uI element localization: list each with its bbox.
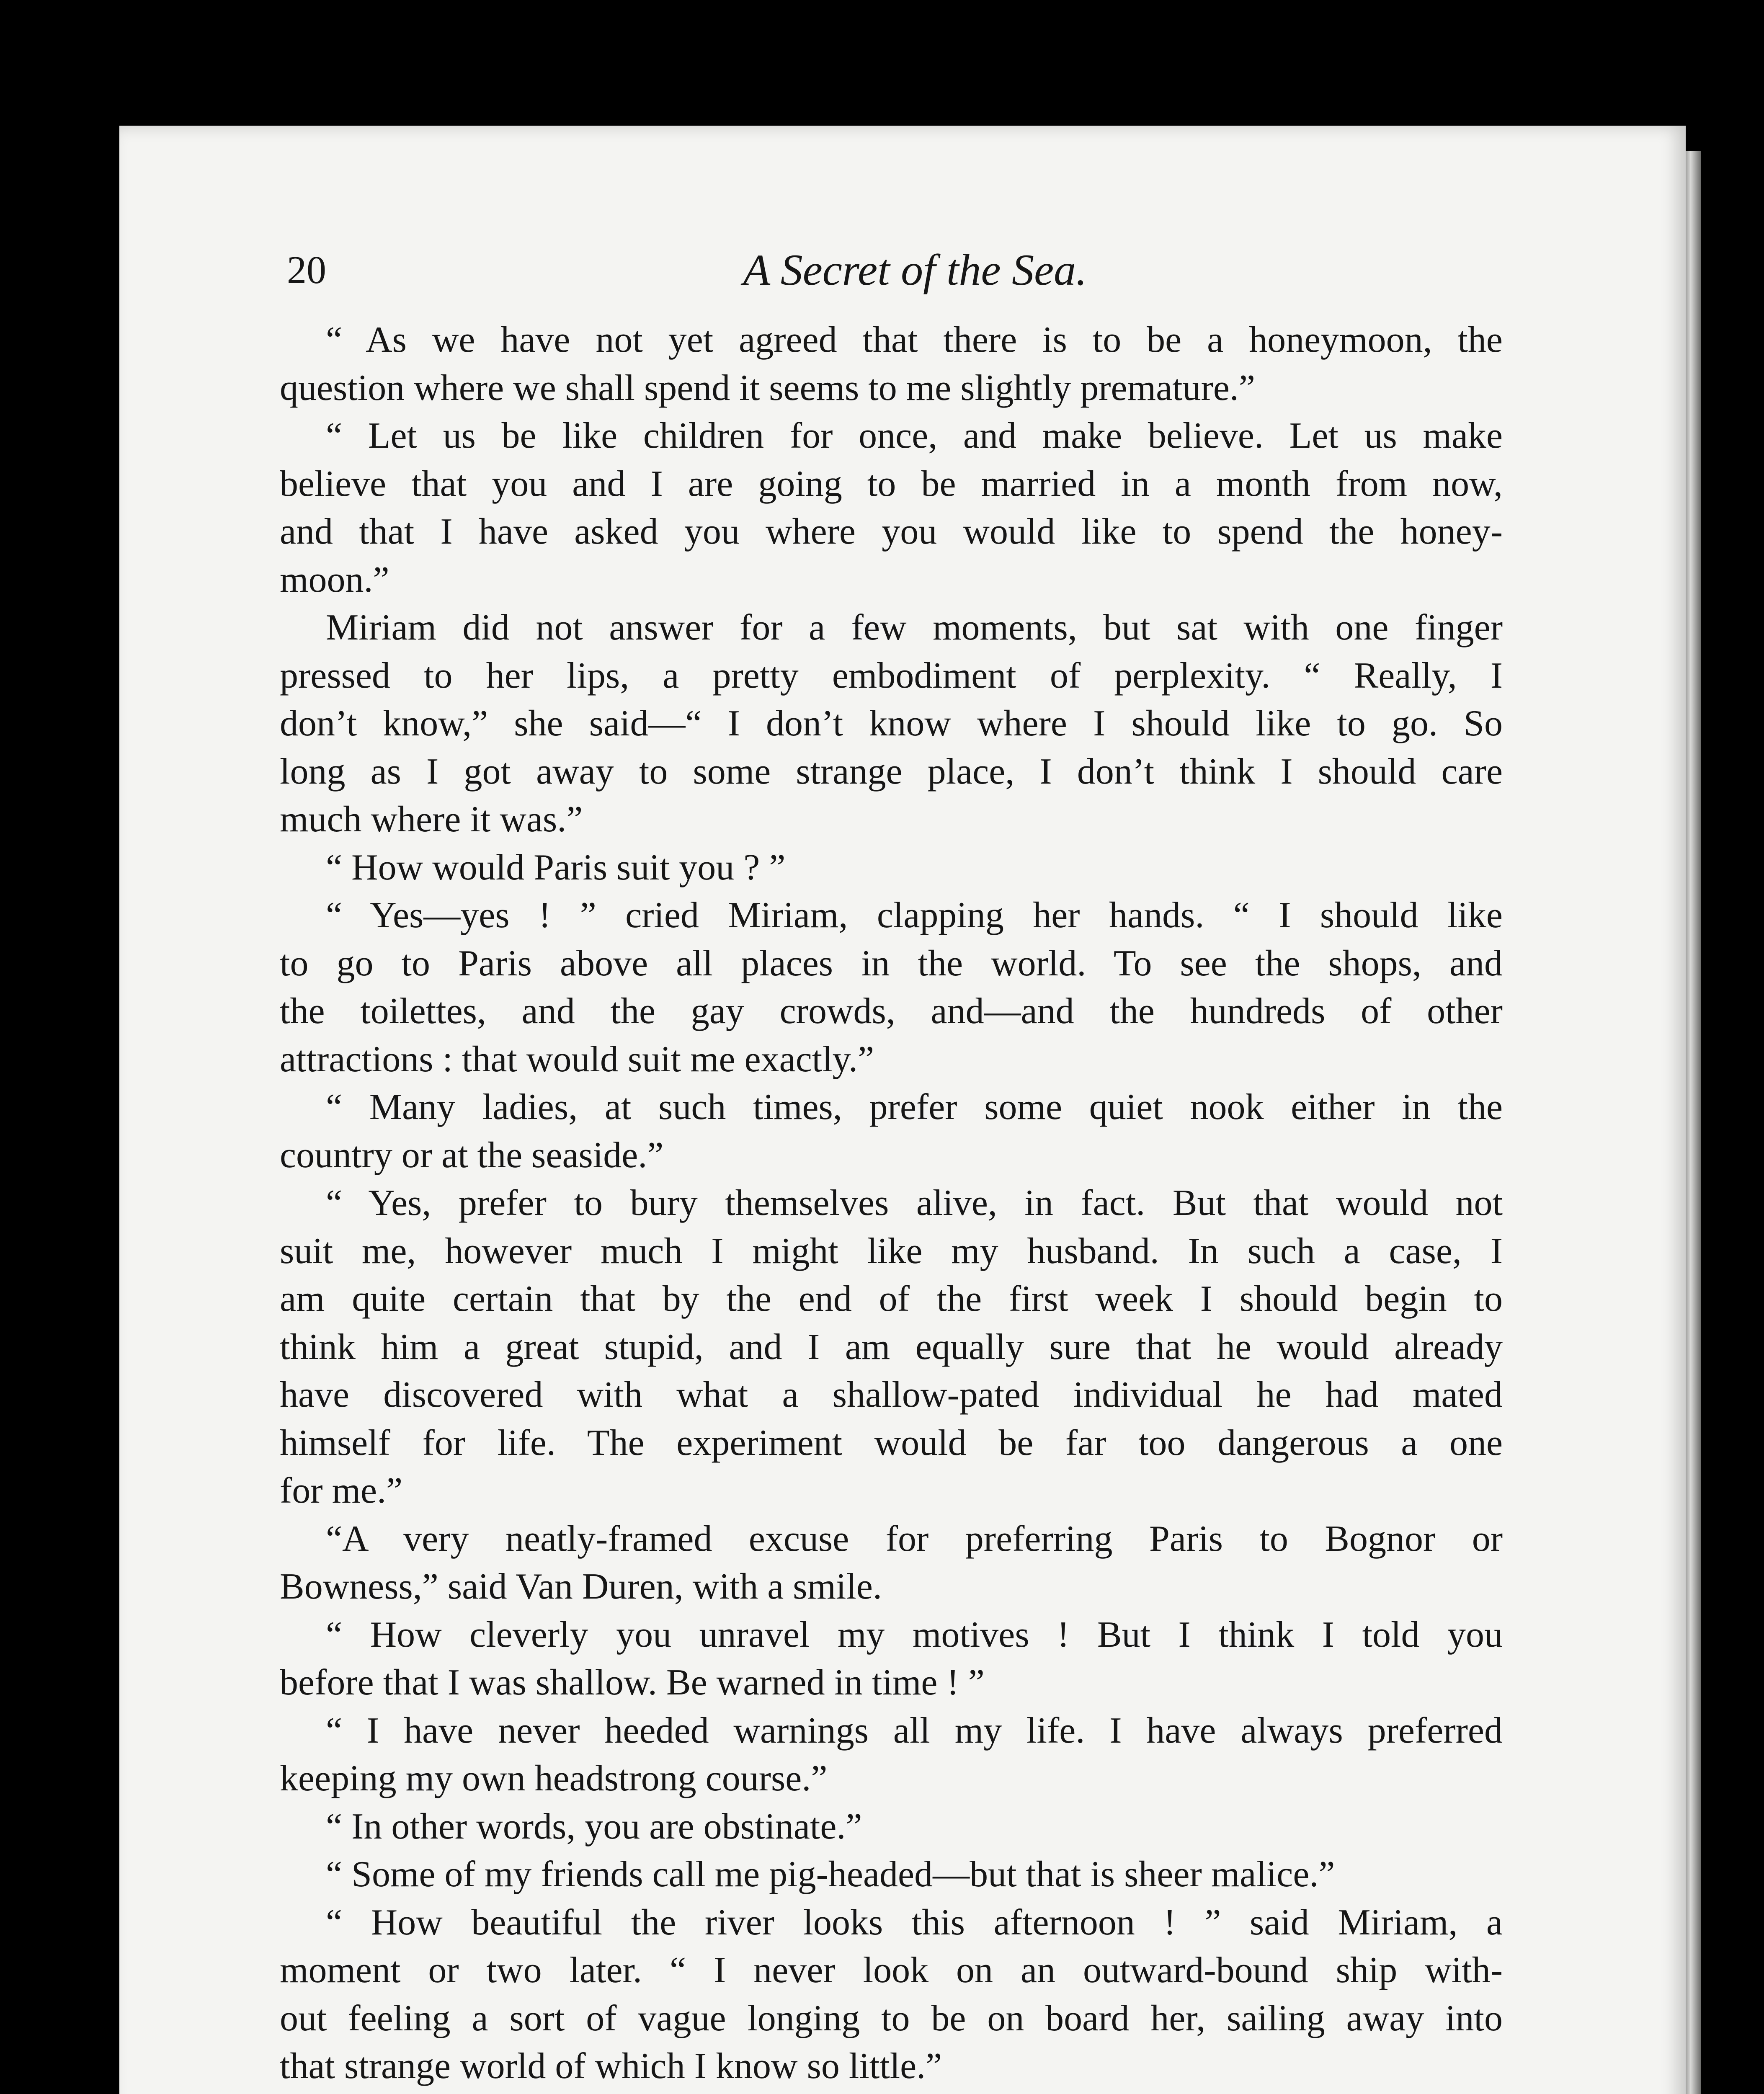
text-line: Miriam did not answer for a few moments, but sat with one finger xyxy=(326,607,1503,648)
running-head xyxy=(287,241,1543,299)
text-line: out feeling a sort of vague longing to be on board her, sailing away into xyxy=(280,1998,1503,2039)
text-line: himself for life. The experiment would be far too dangerous a one xyxy=(280,1422,1503,1463)
text-line: “ How cleverly you unravel my motives ! But I think I told you xyxy=(326,1614,1503,1655)
text-line: the toilettes, and the gay crowds, and—and the hundreds of other xyxy=(280,991,1503,1032)
text-line: “ Some of my friends call me pig-headed—but that is sheer malice.” xyxy=(326,1854,1335,1895)
text-line: pressed to her lips, a pretty embodiment of perplexity. “ Really, I xyxy=(280,655,1503,696)
text-line: “ In other words, you are obstinate.” xyxy=(326,1806,862,1847)
text-line: moon.” xyxy=(280,559,389,600)
text-line: “ Yes, prefer to bury themselves alive, in fact. But that would not xyxy=(326,1183,1503,1223)
text-line: “ Let us be like children for once, and make believe. Let us make xyxy=(326,415,1503,456)
text-line: much where it was.” xyxy=(280,799,583,840)
text-line: “ As we have not yet agreed that there is to be a honeymoon, the xyxy=(326,320,1503,360)
text-line: moment or two later. “ I never look on an outward-bound ship with- xyxy=(280,1950,1503,1991)
text-line: think him a great stupid, and I am equally sure that he would already xyxy=(280,1326,1503,1367)
text-line: “ Many ladies, at such times, prefer some quiet nook either in the xyxy=(326,1087,1503,1127)
text-line: for me.” xyxy=(280,1470,403,1511)
text-line: long as I got away to some strange place, I don’t think I should care xyxy=(280,751,1503,792)
body-text xyxy=(280,316,1503,2094)
text-line: suit me, however much I might like my husband. In such a case, I xyxy=(280,1230,1503,1271)
text-line: and that I have asked you where you would like to spend the honey- xyxy=(280,511,1503,552)
text-line: country or at the seaside.” xyxy=(280,1135,664,1176)
page-edge xyxy=(1684,151,1701,2094)
text-line: keeping my own headstrong course.” xyxy=(280,1758,828,1799)
text-line: that strange world of which I know so little.” xyxy=(280,2046,942,2086)
text-line: am quite certain that by the end of the first week I should begin to xyxy=(280,1279,1503,1319)
text-line: believe that you and I are going to be married in a month from now, xyxy=(280,463,1503,504)
text-line xyxy=(280,2091,1503,2094)
text-line: “A very neatly-framed excuse for preferring Paris to Bognor or xyxy=(326,1518,1503,1559)
text-line: Bowness,” said Van Duren, with a smile. xyxy=(280,1566,882,1607)
text-line: to go to Paris above all places in the world. To see the shops, and xyxy=(280,943,1503,984)
text-line: “ I have never heeded warnings all my life. I have always preferred xyxy=(326,1710,1503,1751)
text-line: “ How would Paris suit you ? ” xyxy=(326,847,786,888)
text-line: “ Yes—yes ! ” cried Miriam, clapping her hands. “ I should like xyxy=(326,895,1503,936)
text-line: before that I was shallow. Be warned in time ! ” xyxy=(280,1662,985,1703)
text-line: have discovered with what a shallow-pated individual he had mated xyxy=(280,1375,1503,1415)
text-line: “ How beautiful the river looks this afternoon ! ” said Miriam, a xyxy=(326,1902,1503,1943)
text-line: don’t know,” she said—“ I don’t know where I should like to go. So xyxy=(280,703,1503,744)
page-number: 20 xyxy=(287,248,326,292)
page-header-title: A Secret of the Sea. xyxy=(743,245,1087,294)
text-line: question where we shall spend it seems to me slightly premature.” xyxy=(280,367,1255,408)
text-line: attractions : that would suit me exactly.” xyxy=(280,1039,874,1080)
